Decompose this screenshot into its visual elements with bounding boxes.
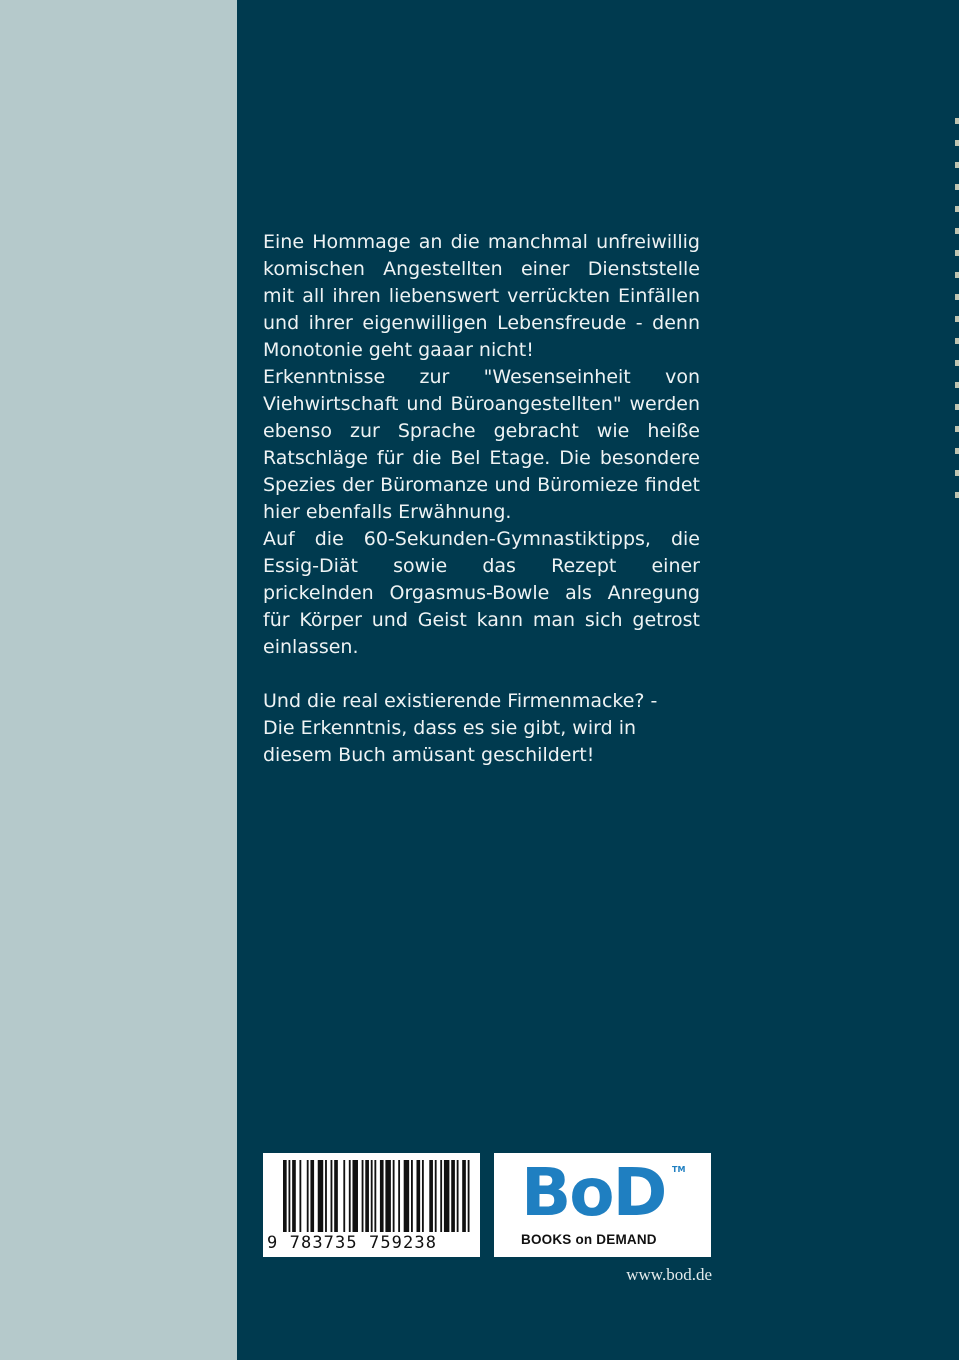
blurb-paragraph-3: Auf die 60-Sekunden-Gymnastiktipps, die Essig-Diät sowie das Rezept einer prickelnden Orgasmus-Bowle als Anregung für Körper und Geist kann man sich getrost einlassen. xyxy=(263,528,700,658)
barcode-bar xyxy=(416,1160,420,1232)
publisher-logo-box xyxy=(494,1153,711,1257)
barcode-bar xyxy=(444,1160,449,1232)
blurb-question: Und die real existierende Firmenmacke? - xyxy=(263,690,658,712)
blurb-paragraph-1: Eine Hommage an die manchmal unfreiwillig komischen Angestellten einer Dienststelle mit all ihren liebenswert verrückten Einfällen und ihrer eigenwilligen Lebensfreude - denn Monotonie geht gaaar nicht! xyxy=(263,231,700,361)
barcode-bar xyxy=(331,1160,333,1232)
barcode-bar xyxy=(411,1160,413,1232)
barcode-bar xyxy=(385,1160,390,1232)
barcode-bar xyxy=(349,1160,351,1232)
barcode-bar xyxy=(440,1160,442,1232)
barcode-bar xyxy=(462,1160,466,1232)
blurb-text xyxy=(263,229,700,769)
barcode-bar xyxy=(307,1160,309,1232)
barcode-bar xyxy=(374,1160,376,1232)
publisher-website[interactable]: www.bod.de xyxy=(626,1265,712,1284)
blurb-closing: Die Erkenntnis, dass es sie gibt, wird in diesem Buch amüsant geschildert! xyxy=(263,717,637,766)
barcode-bar xyxy=(288,1160,290,1232)
barcode-bar xyxy=(468,1160,470,1232)
barcode-bar xyxy=(404,1160,409,1232)
barcode-bars xyxy=(283,1160,475,1232)
paragraph-gap xyxy=(263,661,700,688)
barcode-bar xyxy=(457,1160,459,1232)
isbn-digits: 9 783735 759238 xyxy=(267,1233,438,1253)
barcode-bar xyxy=(334,1160,338,1232)
barcode-bar xyxy=(292,1160,296,1232)
barcode-bar xyxy=(380,1160,384,1232)
barcode-bar xyxy=(283,1160,287,1232)
bod-logo: BoD xyxy=(521,1154,666,1231)
blurb-paragraph-2: Erkenntnisse zur "Wesenseinheit von Viehwirtschaft und Büroangestellten" werden ebenso zur Sprache gebracht wie heiße Ratschläge für die Bel Etage. Die besondere Spezies der Büromanze und Büromieze findet hier ebenfalls Erwähnung. xyxy=(263,366,700,523)
trademark-mark: TM xyxy=(672,1165,686,1174)
barcode-bar xyxy=(362,1160,364,1232)
barcode-bar xyxy=(451,1160,455,1232)
barcode-bar xyxy=(310,1160,314,1232)
barcode-bar xyxy=(299,1160,301,1232)
barcode-bar xyxy=(429,1160,433,1232)
barcode-bar xyxy=(365,1160,369,1232)
cover-left-strip xyxy=(0,0,237,1360)
barcode-bar xyxy=(325,1160,327,1232)
barcode-bar xyxy=(318,1160,323,1232)
barcode-bar xyxy=(398,1160,400,1232)
barcode-bar xyxy=(343,1160,345,1232)
publisher-tagline: BOOKS on DEMAND xyxy=(521,1232,657,1247)
barcode-bar xyxy=(422,1160,424,1232)
isbn-barcode xyxy=(263,1153,480,1257)
spine-edge xyxy=(955,118,959,498)
barcode-bar xyxy=(352,1160,357,1232)
barcode-bar xyxy=(371,1160,373,1232)
barcode-bar xyxy=(393,1160,395,1232)
barcode-bar xyxy=(435,1160,437,1232)
